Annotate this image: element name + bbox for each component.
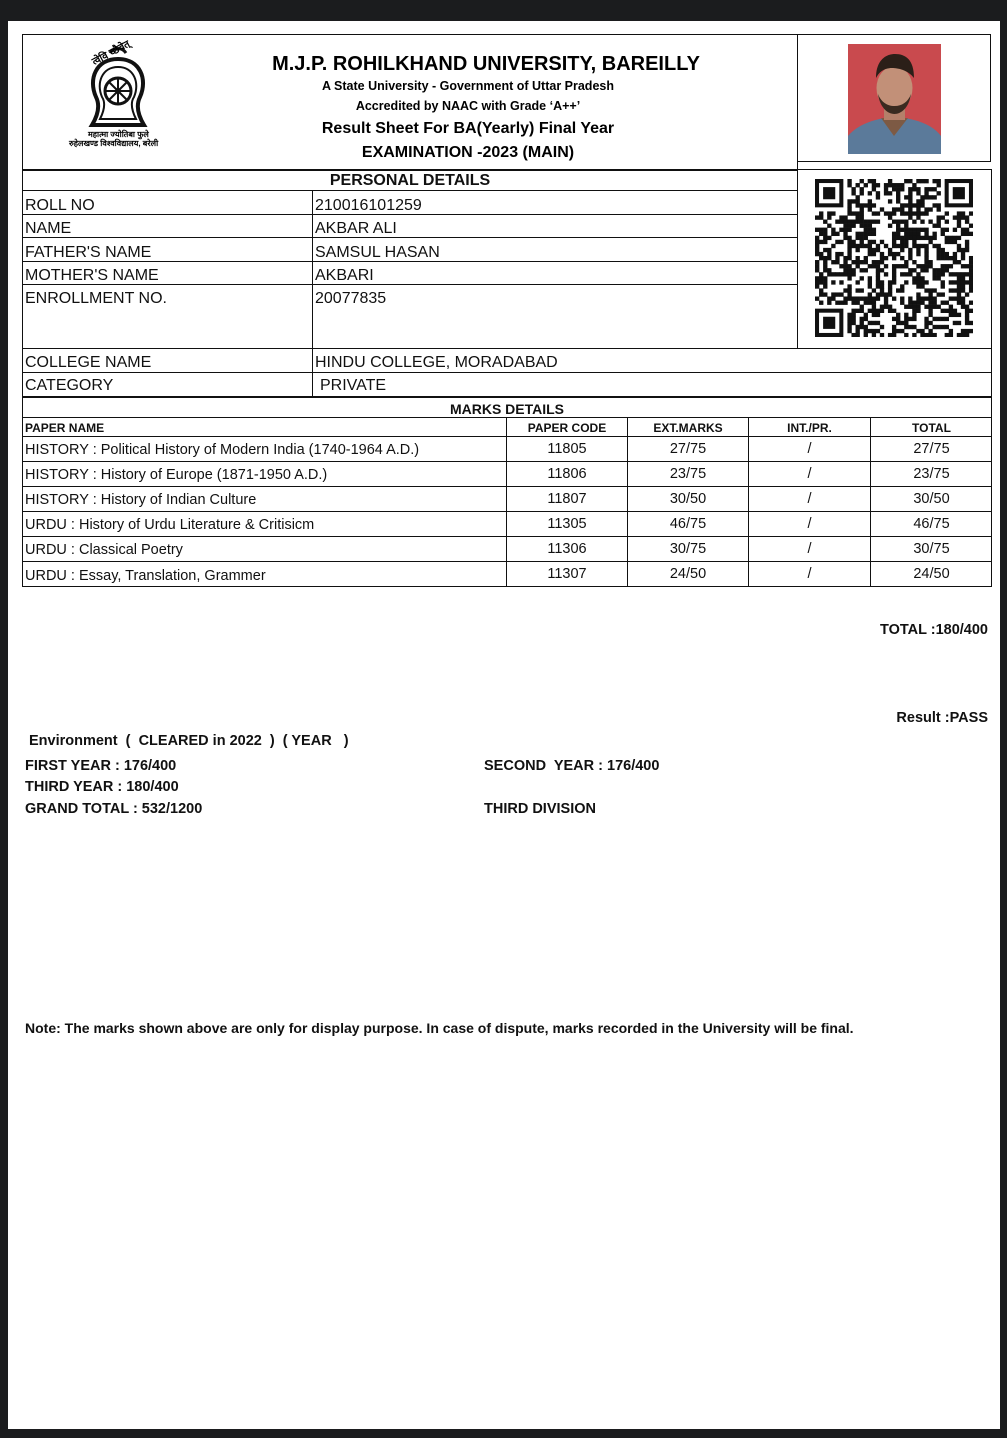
division: THIRD DIVISION: [484, 801, 596, 817]
ext-marks: 23/75: [669, 466, 707, 482]
total-marks: 46/75: [913, 516, 950, 532]
value-fathers-name: SAMSUL HASAN: [315, 244, 440, 261]
student-photo: [848, 44, 941, 154]
value-roll-no: 210016101259: [315, 197, 422, 214]
value-name: AKBAR ALI: [315, 220, 397, 237]
paper-name: HISTORY : History of Indian Culture: [25, 492, 257, 508]
total-marks: 30/50: [913, 491, 950, 507]
paper-code: 11306: [547, 541, 587, 557]
header-line-2: Accredited by NAAC with Grade ‘A++’: [355, 99, 581, 113]
total-marks: 23/75: [913, 466, 950, 482]
logo-top-text: त्वेवि च्छैवेत्: [90, 38, 132, 68]
value-mothers-name: AKBARI: [315, 267, 374, 284]
ext-marks: 24/50: [669, 566, 707, 582]
label-college-name: COLLEGE NAME: [25, 354, 152, 371]
personal-details-title: PERSONAL DETAILS: [329, 172, 491, 189]
label-name: NAME: [25, 220, 72, 237]
third-year-marks: THIRD YEAR : 180/400: [25, 779, 179, 795]
university-name: M.J.P. ROHILKHAND UNIVERSITY, BAREILLY: [272, 53, 700, 75]
header-paper-code: PAPER CODE: [527, 421, 607, 435]
value-category: PRIVATE: [320, 377, 387, 394]
header-ext-marks: EXT.MARKS: [653, 421, 723, 435]
paper-name: HISTORY : History of Europe (1871-1950 A.D.): [25, 467, 328, 483]
header-line-4: EXAMINATION -2023 (MAIN): [361, 144, 575, 161]
paper-code: 11307: [547, 566, 587, 582]
label-category: CATEGORY: [25, 377, 114, 394]
label-mothers-name: MOTHER'S NAME: [25, 267, 159, 284]
header-paper-name: PAPER NAME: [25, 421, 105, 435]
value-college-name: HINDU COLLEGE, MORADABAD: [315, 354, 558, 371]
label-enrollment-no: ENROLLMENT NO.: [25, 290, 167, 307]
total-marks: 30/75: [913, 541, 950, 557]
int-marks: /: [807, 466, 812, 482]
second-year-marks: SECOND YEAR : 176/400: [484, 758, 660, 774]
ext-marks: 30/50: [669, 491, 707, 507]
paper-name: URDU : History of Urdu Literature & Critisicm: [25, 517, 315, 533]
header-total: TOTAL: [912, 421, 951, 435]
first-year-marks: FIRST YEAR : 176/400: [25, 758, 177, 774]
header-int-pr: INT./PR.: [787, 421, 832, 435]
qr-code: [815, 179, 973, 342]
paper-code: 11807: [547, 491, 587, 507]
marks-details-title: MARKS DETAILS: [449, 401, 565, 417]
result-status: Result :PASS: [896, 710, 988, 726]
header-line-1: A State University - Government of Uttar Pradesh: [322, 79, 614, 93]
label-fathers-name: FATHER'S NAME: [25, 244, 152, 261]
int-marks: /: [807, 441, 812, 457]
int-marks: /: [807, 541, 812, 557]
logo-bottom-text-2: रुहेलखण्ड विश्वविद्यालय, बरेली: [69, 139, 159, 148]
paper-code: 11806: [547, 466, 587, 482]
label-roll-no: ROLL NO: [25, 197, 95, 214]
disclaimer-note: Note: The marks shown above are only for display purpose. In case of dispute, marks recorded in the University will be final.: [25, 1020, 854, 1036]
paper-name: HISTORY : Political History of Modern India (1740-1964 A.D.): [25, 442, 420, 458]
grand-total: GRAND TOTAL : 532/1200: [25, 801, 203, 817]
int-marks: /: [807, 566, 812, 582]
header-line-3: Result Sheet For BA(Yearly) Final Year: [321, 120, 615, 137]
int-marks: /: [807, 491, 812, 507]
logo-bottom-text-1: महात्मा ज्योतिबा फुले: [88, 130, 149, 139]
paper-code: 11305: [547, 516, 587, 532]
ext-marks: 27/75: [669, 441, 707, 457]
int-marks: /: [807, 516, 812, 532]
value-enrollment-no: 20077835: [315, 290, 387, 307]
ext-marks: 46/75: [669, 516, 707, 532]
environment-line: Environment ( CLEARED in 2022 ) ( YEAR ): [29, 733, 349, 749]
total-marks: 24/50: [913, 566, 950, 582]
ext-marks: 30/75: [669, 541, 707, 557]
result-sheet: [8, 21, 1000, 1429]
paper-name: URDU : Essay, Translation, Grammer: [25, 568, 266, 584]
paper-name: URDU : Classical Poetry: [25, 542, 183, 558]
paper-code: 11805: [547, 441, 587, 457]
grand-paper-total: TOTAL :180/400: [880, 622, 988, 638]
total-marks: 27/75: [913, 441, 950, 457]
